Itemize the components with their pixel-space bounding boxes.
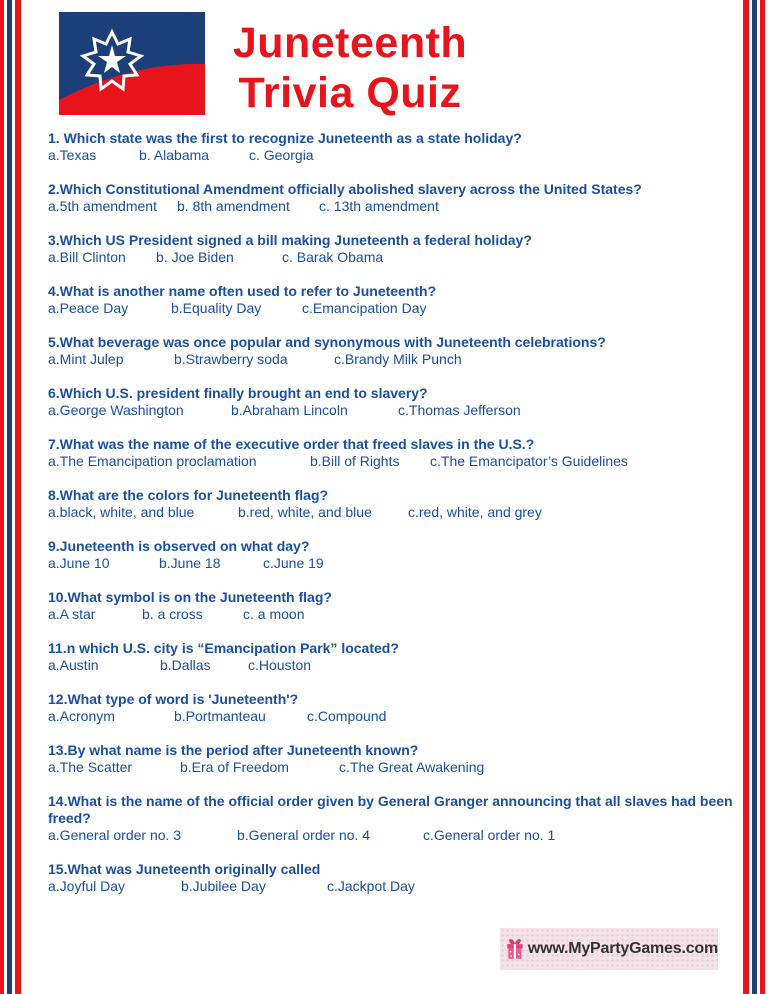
question-item <box>48 436 738 470</box>
question-list <box>48 130 738 912</box>
answer-option: a.June 10 <box>48 555 110 571</box>
site-badge[interactable] <box>500 928 718 970</box>
answer-option: c.June 19 <box>263 555 324 571</box>
left-stripe-red-inner <box>15 0 21 994</box>
answer-row <box>48 827 738 844</box>
answer-option: b.Equality Day <box>171 300 262 316</box>
question-text: 13.By what name is the period after Juneteenth known? <box>48 742 419 758</box>
title-line-2: Trivia Quiz <box>238 69 462 117</box>
answer-row <box>48 878 738 895</box>
answer-option: a.Joyful Day <box>48 878 126 894</box>
answer-option: c.The Great Awakening <box>339 759 485 775</box>
answer-option: b.General order no. 4 <box>237 827 371 843</box>
answer-option: a.black, white, and blue <box>48 504 195 520</box>
question-text: 4.What is another name often used to refer to Juneteenth? <box>48 283 437 299</box>
question-text: 8.What are the colors for Juneteenth flag? <box>48 487 329 503</box>
question-item <box>48 487 738 521</box>
answer-option: c.The Emancipator’s Guidelines <box>430 453 628 469</box>
question-text: 9.Juneteenth is observed on what day? <box>48 538 310 554</box>
answer-option: b.Strawberry soda <box>174 351 288 367</box>
answer-option: b.red, white, and blue <box>238 504 372 520</box>
answer-option: b. Joe Biden <box>156 249 234 265</box>
answer-row <box>48 504 738 521</box>
question-text: 11.n which U.S. city is “Emancipation Park” located? <box>48 640 399 656</box>
question-item <box>48 130 738 164</box>
answer-option: a.George Washington <box>48 402 184 418</box>
answer-row <box>48 300 738 317</box>
answer-option: c.Compound <box>307 708 387 724</box>
question-text: 10.What symbol is on the Juneteenth flag? <box>48 589 332 605</box>
question-text: 7.What was the name of the executive order that freed slaves in the U.S.? <box>48 436 535 452</box>
answer-option: a.The Scatter <box>48 759 133 775</box>
answer-option: b.Abraham Lincoln <box>231 402 348 418</box>
answer-option: a.The Emancipation proclamation <box>48 453 257 469</box>
question-item <box>48 334 738 368</box>
answer-option: c.Thomas Jefferson <box>398 402 521 418</box>
answer-option: b.Portmanteau <box>174 708 266 724</box>
question-item <box>48 589 738 623</box>
question-item <box>48 181 738 215</box>
answer-option: c.Brandy Milk Punch <box>334 351 462 367</box>
answer-row <box>48 606 738 623</box>
question-text: 14.What is the name of the official order given by General Granger announcing that all slaves had been freed? <box>48 793 733 826</box>
answer-option: c.Houston <box>248 657 312 673</box>
right-stripe-navy <box>752 0 757 994</box>
question-text: 2.Which Constitutional Amendment officially abolished slavery across the United States? <box>48 181 642 197</box>
answer-option: a.Mint Julep <box>48 351 124 367</box>
question-text: 15.What was Juneteenth originally called <box>48 861 321 877</box>
answer-option: a.Peace Day <box>48 300 129 316</box>
question-text: 1. Which state was the first to recognize Juneteenth as a state holiday? <box>48 130 522 146</box>
question-text: 5.What beverage was once popular and synonymous with Juneteenth celebrations? <box>48 334 606 350</box>
question-item <box>48 538 738 572</box>
answer-option: a.Austin <box>48 657 99 673</box>
page-title <box>215 18 485 118</box>
question-item <box>48 283 738 317</box>
answer-row <box>48 555 738 572</box>
question-item <box>48 640 738 674</box>
answer-row <box>48 249 738 266</box>
question-item <box>48 385 738 419</box>
question-item <box>48 861 738 895</box>
answer-option: a.A star <box>48 606 96 622</box>
right-stripe-red-inner <box>743 0 749 994</box>
answer-option: c.Emancipation Day <box>302 300 427 316</box>
question-item <box>48 742 738 776</box>
question-text: 6.Which U.S. president finally brought an end to slavery? <box>48 385 428 401</box>
answer-option: a.Texas <box>48 147 97 163</box>
question-item <box>48 793 738 844</box>
answer-option: b. Alabama <box>139 147 210 163</box>
answer-option: c. Barak Obama <box>282 249 384 265</box>
left-stripe-navy <box>7 0 12 994</box>
answer-option: c. Georgia <box>249 147 314 163</box>
right-stripe-red-outer <box>760 0 765 994</box>
answer-row <box>48 351 738 368</box>
answer-option: c.General order no. 1 <box>423 827 556 843</box>
answer-row <box>48 759 738 776</box>
site-url[interactable]: www.MyPartyGames.com <box>527 940 718 957</box>
question-item <box>48 691 738 725</box>
gift-box-icon <box>504 928 526 970</box>
answer-option: b.Dallas <box>160 657 211 673</box>
answer-row <box>48 657 738 674</box>
answer-option: b.Era of Freedom <box>180 759 289 775</box>
answer-row <box>48 708 738 725</box>
juneteenth-flag-icon <box>59 12 205 115</box>
answer-option: a.Acronym <box>48 708 115 724</box>
answer-option: c. 13th amendment <box>319 198 439 214</box>
answer-row <box>48 147 738 164</box>
question-text: 12.What type of word is 'Juneteenth'? <box>48 691 299 707</box>
question-text: 3.Which US President signed a bill making Juneteenth a federal holiday? <box>48 232 532 248</box>
answer-option: c. a moon <box>243 606 305 622</box>
question-item <box>48 232 738 266</box>
answer-option: c.red, white, and grey <box>408 504 542 520</box>
answer-row <box>48 453 738 470</box>
left-stripe-red-outer <box>0 0 4 994</box>
answer-option: c.Jackpot Day <box>327 878 415 894</box>
answer-option: a.Bill Clinton <box>48 249 126 265</box>
answer-option: a.5th amendment <box>48 198 157 214</box>
answer-row <box>48 402 738 419</box>
answer-option: a.General order no. 3 <box>48 827 182 843</box>
answer-option: b. 8th amendment <box>177 198 290 214</box>
answer-row <box>48 198 738 215</box>
answer-option: b.Jubilee Day <box>181 878 266 894</box>
title-line-1: Juneteenth <box>232 19 468 67</box>
answer-option: b.June 18 <box>159 555 221 571</box>
answer-option: b.Bill of Rights <box>310 453 400 469</box>
answer-option: b. a cross <box>142 606 203 622</box>
